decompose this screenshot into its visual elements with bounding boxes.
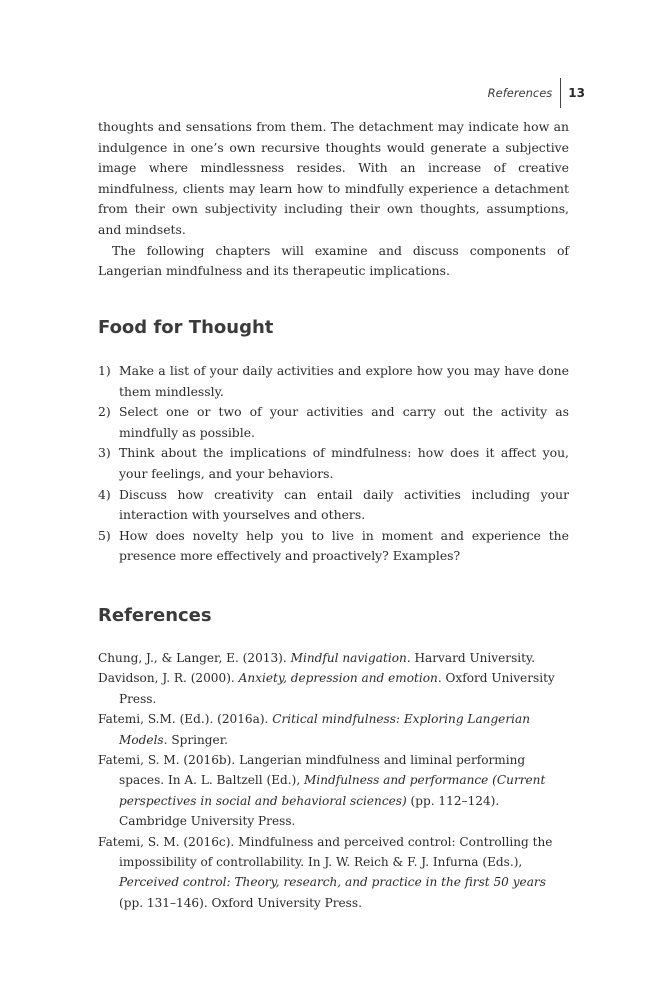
list-item bbox=[98, 361, 569, 402]
reference-title: Critical mindfulness: Exploring Langerian Models bbox=[119, 712, 530, 747]
list-item-text: Select one or two of your activities and carry out the activity as mindfully as possible. bbox=[119, 404, 569, 440]
reference-list bbox=[98, 648, 569, 913]
list-item bbox=[98, 443, 569, 484]
body-paragraph: thoughts and sensations from them. The detachment may indicate how an indulgence in one’s own recursive thoughts would generate a subjective image where mindlessness resides. With an increase of creative mindfulness, clients may learn how to mindfully experience a detachment from their own subjectivity including their own thoughts, assumptions, and mindsets. bbox=[98, 119, 569, 237]
reference-title: Anxiety, depression and emotion bbox=[238, 671, 438, 686]
body-paragraph: The following chapters will examine and discuss components of Langerian mindfulness and its therapeutic implications. bbox=[98, 242, 569, 279]
list-item-text: How does novelty help you to live in moment and experience the presence more effectively and proactively? Examples? bbox=[119, 527, 569, 564]
list-item-number: 5) bbox=[98, 527, 111, 543]
running-head bbox=[488, 78, 585, 108]
reference-entry bbox=[98, 750, 569, 832]
reference-text: . Harvard University. bbox=[406, 651, 536, 665]
reference-text: Davidson, J. R. (2000). bbox=[98, 671, 239, 686]
reference-entry bbox=[98, 709, 569, 750]
list-item bbox=[98, 526, 569, 567]
reference-title: Mindfulness and performance (Current perspectives in social and behavioral sciences) bbox=[119, 773, 546, 808]
reference-text: (pp. 112–124). Cambridge University Press. bbox=[119, 793, 500, 829]
food-for-thought-heading: Food for Thought bbox=[98, 317, 274, 338]
food-for-thought-list bbox=[98, 361, 569, 567]
list-item-number: 2) bbox=[98, 404, 111, 420]
list-item-text: Think about the implications of mindfulness: how does it affect you, your feelings, and your behaviors. bbox=[119, 445, 569, 481]
reference-entry bbox=[98, 668, 569, 709]
reference-entry bbox=[98, 648, 569, 668]
list-item bbox=[98, 485, 569, 526]
list-item-number: 1) bbox=[98, 363, 111, 378]
reference-entry bbox=[98, 832, 569, 914]
reference-text: . Springer. bbox=[163, 732, 228, 747]
list-item bbox=[98, 402, 569, 443]
references-heading: References bbox=[98, 605, 212, 626]
reference-title: Mindful navigation bbox=[290, 651, 407, 665]
list-item-text: Discuss how creativity can entail daily activities including your interaction with yourselves and others. bbox=[119, 486, 569, 523]
running-head-title: References bbox=[487, 86, 553, 100]
page-number: 13 bbox=[568, 86, 585, 100]
list-item-text: Make a list of your daily activities and explore how you may have done them mindlessly. bbox=[119, 363, 569, 399]
reference-text: Fatemi, S. M. (2016c). Mindfulness and perceived control: Controlling the impossibility of controllability. In J. W. Reich & F. J. Infurna (Eds.), bbox=[98, 834, 553, 870]
reference-text: . Oxford University Press. bbox=[119, 671, 555, 706]
reference-text: Fatemi, S. M. (2016b). Langerian mindfulness and liminal performing spaces. In A. L. Baltzell (Ed.), bbox=[98, 753, 526, 788]
reference-title: Perceived control: Theory, research, and practice in the first 50 years bbox=[119, 875, 546, 890]
list-item-number: 4) bbox=[98, 486, 111, 502]
reference-text: Chung, J., & Langer, E. (2013). bbox=[98, 651, 291, 665]
reference-text: (pp. 131–146). Oxford University Press. bbox=[119, 895, 362, 910]
list-item-number: 3) bbox=[98, 445, 111, 461]
reference-text: Fatemi, S.M. (Ed.). (2016a). bbox=[98, 712, 273, 727]
body-text bbox=[98, 117, 569, 282]
